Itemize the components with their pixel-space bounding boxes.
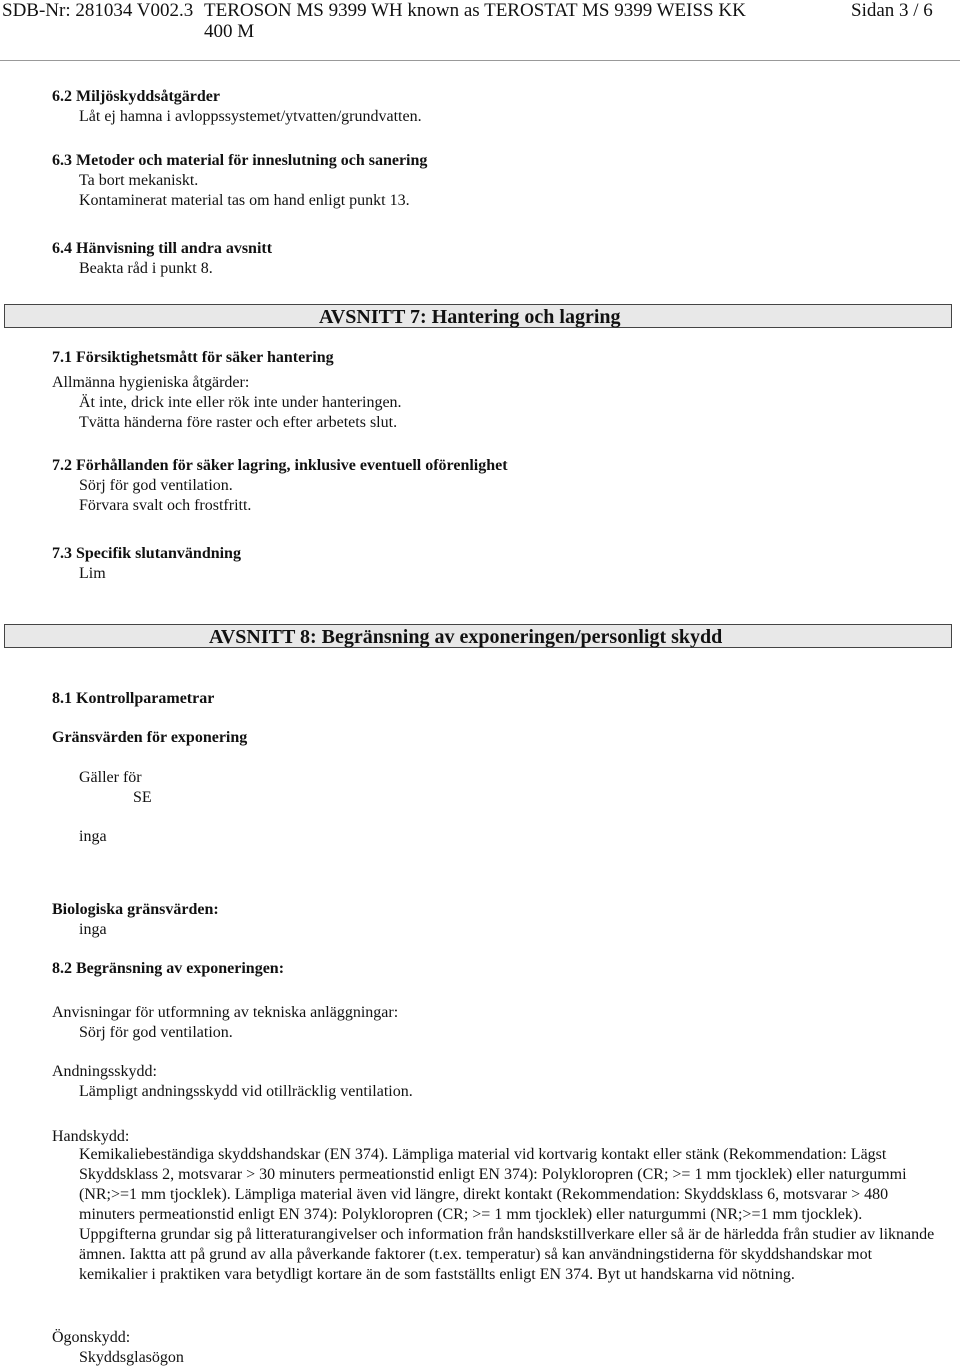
section-7-1-heading: 7.1 Försiktighetsmått för säker hantering	[52, 349, 334, 366]
respiratory-text: Lämpligt andningsskydd vid otillräcklig ventilation.	[79, 1083, 413, 1100]
storage-line1: Sörj för god ventilation.	[79, 477, 233, 494]
section-8-banner	[4, 624, 952, 648]
biological-limits-heading: Biologiska gränsvärden:	[52, 901, 219, 918]
sdb-number: SDB-Nr: 281034 V002.3	[2, 0, 194, 21]
section-6-3-line1: Ta bort mekaniskt.	[79, 172, 199, 189]
section-7-3-heading: 7.3 Specifik slutanvändning	[52, 545, 241, 562]
exposure-limits-heading: Gränsvärden för exponering	[52, 729, 248, 746]
section-7-title: AVSNITT 7: Hantering och lagring	[319, 306, 621, 328]
eye-protection-label: Ögonskydd:	[52, 1329, 131, 1346]
header-divider	[0, 60, 960, 61]
applies-to-label: Gäller för	[79, 769, 142, 786]
section-8-1-heading: 8.1 Kontrollparametrar	[52, 690, 215, 707]
respiratory-label: Andningsskydd:	[52, 1063, 157, 1080]
storage-line2: Förvara svalt och frostfritt.	[79, 497, 252, 514]
section-6-4-text: Beakta råd i punkt 8.	[79, 260, 213, 277]
section-8-title: AVSNITT 8: Begränsning av exponeringen/personligt skydd	[209, 626, 723, 648]
product-name-line1: TEROSON MS 9399 WH known as TEROSTAT MS 9399 WEISS KK	[204, 0, 746, 21]
hygiene-line1: Ät inte, drick inte eller rök inte under hanteringen.	[79, 394, 402, 411]
section-6-2-heading: 6.2 Miljöskyddsåtgärder	[52, 88, 220, 105]
product-name-line2: 400 M	[204, 21, 255, 42]
technical-measures-label: Anvisningar för utformning av tekniska anläggningar:	[52, 1004, 399, 1021]
section-7-2-heading: 7.2 Förhållanden för säker lagring, inklusive eventuell oförenlighet	[52, 457, 508, 474]
section-6-3-heading: 6.3 Metoder och material för inneslutning och sanering	[52, 152, 428, 169]
section-8-2-heading: 8.2 Begränsning av exponeringen:	[52, 960, 285, 977]
section-6-2-text: Låt ej hamna i avloppssystemet/ytvatten/grundvatten.	[79, 108, 422, 125]
section-7-banner	[4, 304, 952, 328]
exposure-limits-value: inga	[79, 828, 107, 845]
section-6-4-heading: 6.4 Hänvisning till andra avsnitt	[52, 240, 273, 257]
hygiene-line2: Tvätta händerna före raster och efter arbetets slut.	[79, 414, 398, 431]
section-6-3-line2: Kontaminerat material tas om hand enligt punkt 13.	[79, 192, 410, 209]
eye-protection-text: Skyddsglasögon	[79, 1349, 184, 1366]
biological-limits-value: inga	[79, 921, 107, 938]
hygiene-label: Allmänna hygieniska åtgärder:	[52, 374, 250, 391]
page-number: Sidan 3 / 6	[851, 0, 933, 21]
hand-protection-label: Handskydd:	[52, 1128, 130, 1145]
applies-to-country: SE	[133, 789, 152, 806]
end-use-text: Lim	[79, 565, 106, 582]
technical-measures-text: Sörj för god ventilation.	[79, 1024, 233, 1041]
hand-protection-text: Kemikaliebeständiga skyddshandskar (EN 374). Lämpliga material vid kortvarig kontakt eller stänk (Rekommendation: Lägst Skyddsklass 2, motsvarar > 30 minuters permeationstid enligt EN 374): Polykloropren (CR; >= 1 mm tjocklek) eller naturgummi (NR;>=1 mm tjocklek). Lämpliga material även vid längre, direkt kontakt (Rekommendation: Skyddsklass 6, motsvarar > 480 minuters permeationstid enligt EN 374): Polykloropren (CR; >= 1 mm tjocklek) eller naturgummi (NR;>=1 mm tjocklek). Uppgifterna grundar sig på litteraturangivelser och information från handskstillverkare eller så är de härledda från studier av liknande ämnen. Iaktta att på grund av alla påverkande faktorer (t.ex. temperatur) så kan användningstiderna för skyddshandskar mot kemikalier i praktiken vara betydligt kortare än de som fastställts enligt EN 374. Byt ut handskarna vid nötning.	[79, 1146, 935, 1283]
